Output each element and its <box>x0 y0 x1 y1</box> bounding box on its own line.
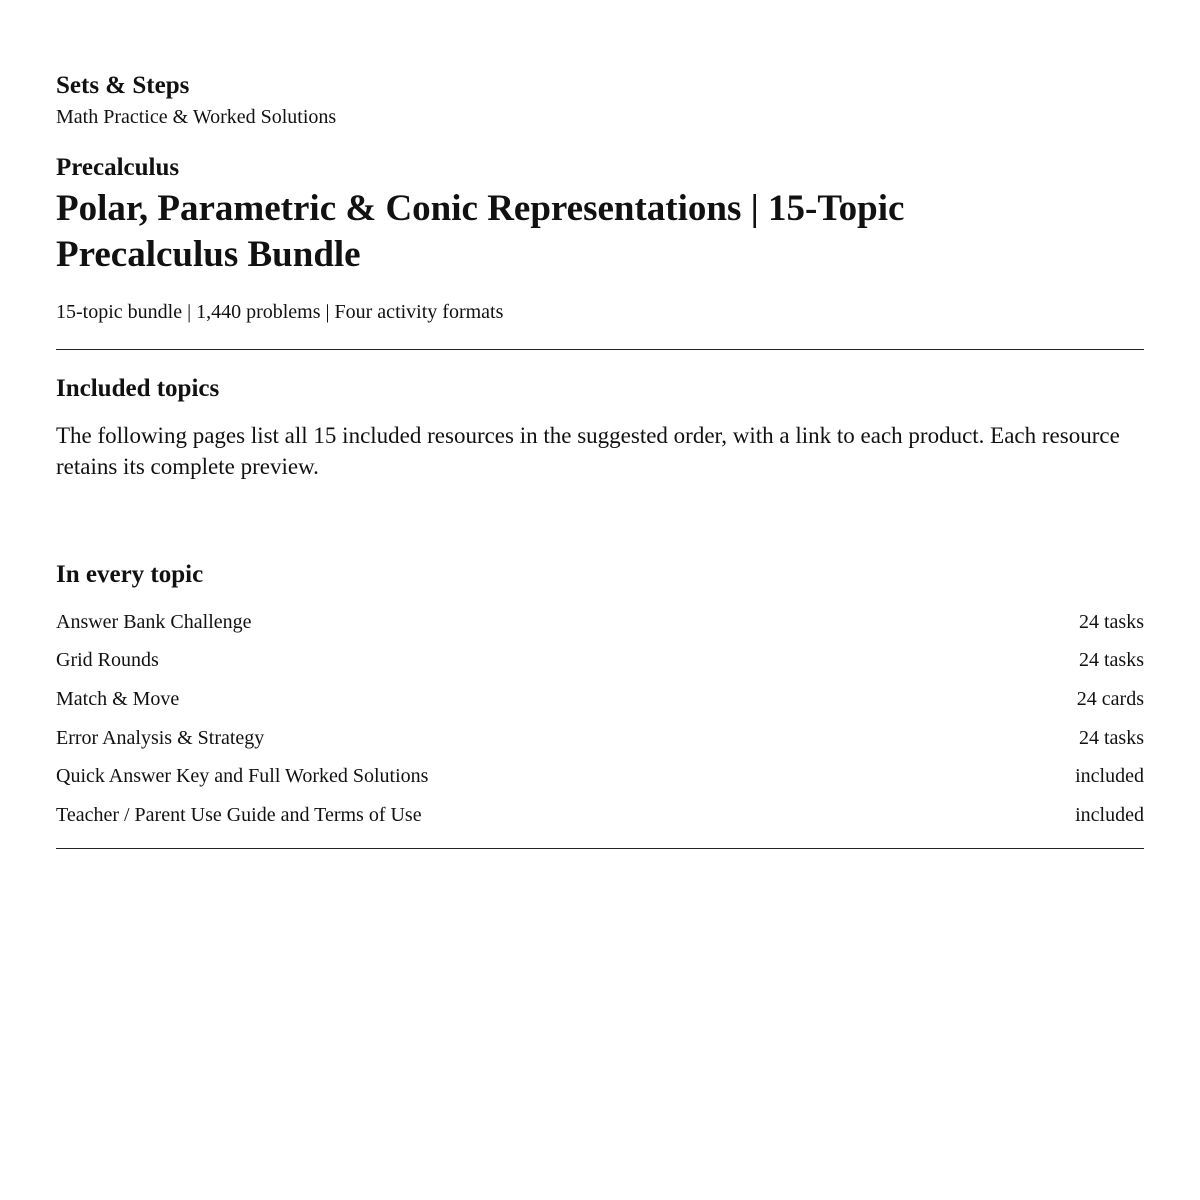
item-quantity: included <box>1075 765 1144 788</box>
every-topic-heading: In every topic <box>56 561 204 588</box>
brand-tagline: Math Practice & Worked Solutions <box>56 106 337 128</box>
item-quantity: 24 tasks <box>1079 726 1144 749</box>
item-name: Error Analysis & Strategy <box>56 726 265 749</box>
product-title: Polar, Parametric & Conic Representations | 15-Topic Precalculus Bundle <box>56 188 905 275</box>
list-item <box>56 642 1144 681</box>
item-name: Answer Bank Challenge <box>56 610 252 633</box>
item-quantity: 24 tasks <box>1079 610 1144 633</box>
item-name: Quick Answer Key and Full Worked Solutions <box>56 765 429 788</box>
divider-bottom <box>56 848 1144 849</box>
list-item <box>56 757 1144 796</box>
item-name: Match & Move <box>56 687 180 710</box>
item-quantity: 24 cards <box>1076 687 1144 710</box>
item-name: Grid Rounds <box>56 649 159 672</box>
included-topics-heading: Included topics <box>56 375 220 402</box>
item-quantity: included <box>1075 803 1144 826</box>
list-item <box>56 796 1144 835</box>
list-item <box>56 680 1144 719</box>
list-item <box>56 719 1144 758</box>
subject-label: Precalculus <box>56 154 180 181</box>
item-name: Teacher / Parent Use Guide and Terms of Use <box>56 803 422 826</box>
list-item <box>56 603 1144 642</box>
item-quantity: 24 tasks <box>1079 649 1144 672</box>
brand-name: Sets & Steps <box>56 72 190 99</box>
product-meta: 15-topic bundle | 1,440 problems | Four activity formats <box>56 301 504 323</box>
divider-top <box>56 349 1144 350</box>
included-topics-description: The following pages list all 15 included resources in the suggested order, with a link to each product. Each resource retains its complete preview. <box>56 423 1120 479</box>
every-topic-list <box>56 603 1144 835</box>
